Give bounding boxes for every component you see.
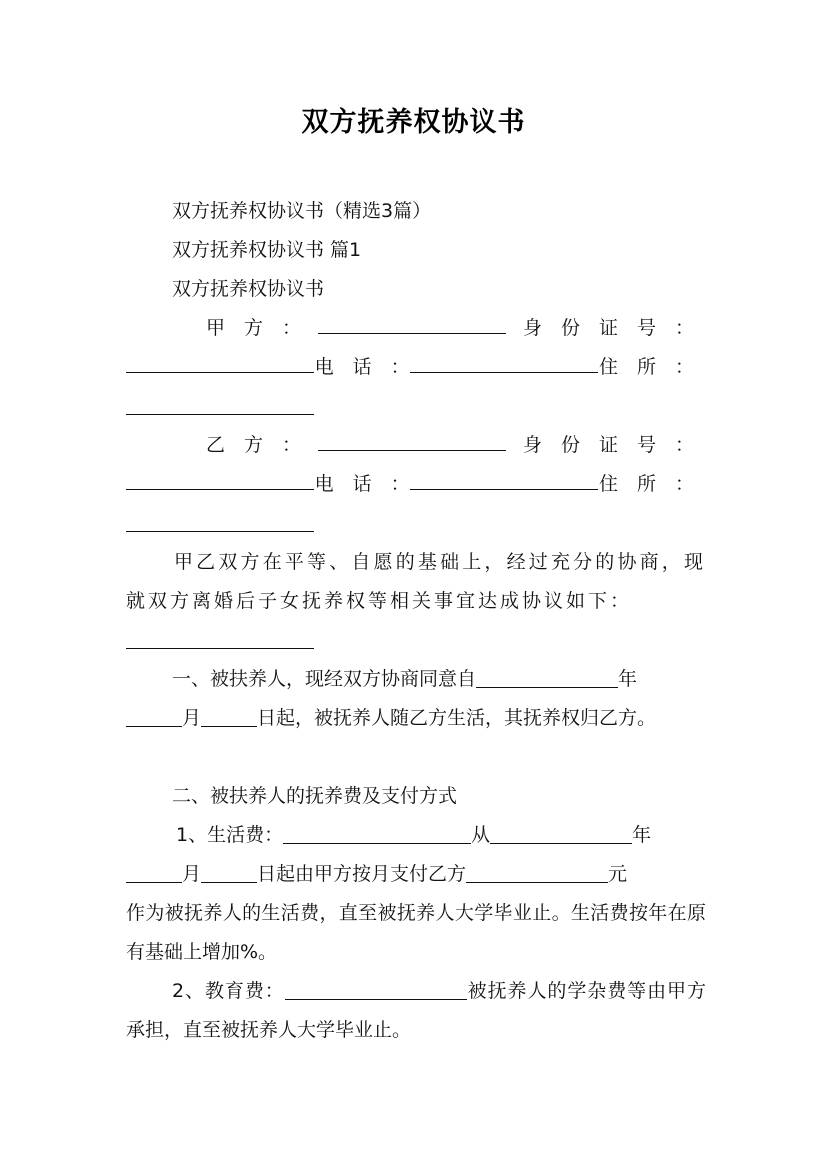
- clause-2-2-prefix: 2、教育费：: [172, 980, 285, 1002]
- clause-1-day-blank[interactable]: [201, 706, 257, 727]
- clause-2-2-suffix: 被抚养人的学杂费等由甲方承担，直至被抚养人大学毕业止。: [126, 980, 706, 1041]
- intro-blank[interactable]: [126, 628, 314, 649]
- clause-1-month: 月: [182, 707, 202, 729]
- subtitle-line-2: 双方抚养权协议书 篇1: [172, 239, 362, 261]
- clause-1-year: 年: [618, 668, 638, 690]
- clause-2-1-month: 月: [182, 863, 202, 885]
- party-a-id-label: 身 份 证 号 ：: [522, 317, 694, 339]
- party-a-phone-blank[interactable]: [410, 352, 598, 373]
- clause-2-1-year: 年: [632, 824, 652, 846]
- party-b-label: 乙 方 ：: [206, 434, 302, 456]
- clause-2-2-blank[interactable]: [285, 979, 467, 1000]
- party-b-address-blank[interactable]: [126, 511, 314, 532]
- intro-blank-row: [126, 621, 314, 660]
- clause-2-1-prefix: 1、生活费：: [176, 824, 284, 846]
- clause-2-1-yuan-blank[interactable]: [466, 862, 608, 883]
- party-b-address-label: 住 所 ：: [598, 473, 694, 495]
- clause-2-1-line-1: [176, 816, 651, 855]
- party-a-id-blank[interactable]: [126, 352, 314, 373]
- party-a-address-label: 住 所 ：: [598, 356, 694, 378]
- party-a-row-2: [126, 348, 694, 387]
- clause-1-year-blank[interactable]: [476, 667, 618, 688]
- party-b-phone-label: 电 话 ：: [314, 473, 410, 495]
- clause-1-prefix: 一、被扶养人，现经双方协商同意自: [172, 668, 477, 690]
- intro-paragraph: [126, 543, 706, 621]
- intro-text: 甲乙双方在平等、自愿的基础上，经过充分的协商，现就双方离婚后子女抚养权等相关事宜达成协议如下：: [126, 551, 706, 612]
- party-b-id-blank[interactable]: [126, 469, 314, 490]
- party-b-row-1: [206, 426, 694, 465]
- party-a-address-blank[interactable]: [126, 394, 314, 415]
- clause-2-1-paragraph: [126, 894, 706, 972]
- party-b-id-label: 身 份 证 号 ：: [522, 434, 694, 456]
- subtitle-line-1: 双方抚养权协议书（精选3篇）: [172, 200, 432, 222]
- party-b-row-2: [126, 465, 694, 504]
- clause-1-line-2: [126, 699, 706, 738]
- document-title: 双方抚养权协议书: [301, 107, 526, 138]
- party-b-name-blank[interactable]: [318, 430, 506, 451]
- party-a-row-3: [126, 387, 314, 426]
- clause-1-month-blank[interactable]: [126, 706, 182, 727]
- clause-2-1-mid: 日起由甲方按月支付乙方: [257, 863, 467, 885]
- clause-2-1-line-2: [126, 855, 627, 894]
- party-b-phone-blank[interactable]: [410, 469, 598, 490]
- clause-1-line-1: [172, 660, 637, 699]
- clause-2-1-amount-blank[interactable]: [283, 823, 471, 844]
- clause-1-suffix: 日起，被抚养人随乙方生活，其抚养权归乙方。: [257, 707, 657, 729]
- clause-2-1-year-blank[interactable]: [490, 823, 632, 844]
- clause-2-1-month-blank[interactable]: [126, 862, 182, 883]
- party-a-name-blank[interactable]: [318, 313, 506, 334]
- clause-2-1-day-blank[interactable]: [201, 862, 257, 883]
- subtitle-line-3: 双方抚养权协议书: [172, 278, 325, 300]
- party-a-phone-label: 电 话 ：: [314, 356, 410, 378]
- clause-2-1-suffix: 作为被抚养人的生活费，直至被抚养人大学毕业止。生活费按年在原有基础上增加%。: [126, 902, 706, 963]
- clause-2-1-from: 从: [471, 824, 491, 846]
- clause-2-1-yuan: 元: [608, 863, 628, 885]
- clause-2-2-paragraph: [126, 972, 706, 1050]
- clause-2-heading: 二、被扶养人的抚养费及支付方式: [172, 785, 458, 807]
- party-a-label: 甲 方 ：: [206, 317, 302, 339]
- party-b-row-3: [126, 504, 314, 543]
- party-a-row-1: [206, 309, 694, 348]
